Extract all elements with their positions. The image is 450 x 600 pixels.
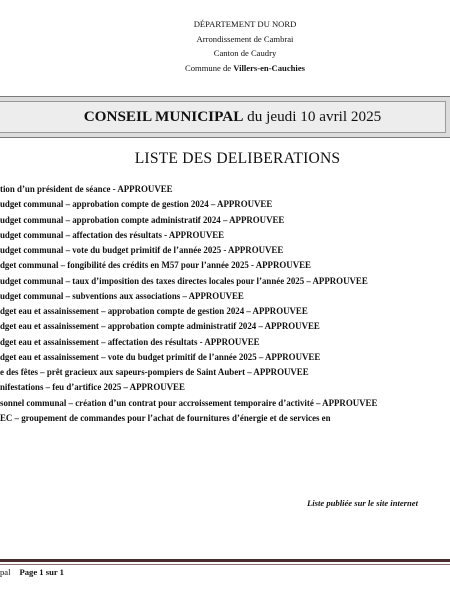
meeting-title-box (0, 96, 450, 138)
meeting-title (84, 108, 382, 126)
page-number: Page 1 sur 1 (19, 567, 64, 577)
publication-note: Liste publiée sur le site internet (307, 498, 419, 508)
meeting-title-inner (0, 101, 446, 133)
commune-line (140, 61, 350, 76)
deliberation-item: dget communal – fongibilité des crédits en M57 pour l’année 2025 - APPROUVEE (0, 260, 311, 271)
footer-divider-thin (0, 564, 450, 565)
meeting-title-date: du jeudi 10 avril 2025 (243, 108, 382, 125)
deliberation-item: dget eau et assainissement – approbation compte de gestion 2024 – APPROUVEE (0, 306, 308, 316)
canton-line: Canton de Caudry (213, 48, 277, 59)
deliberation-item: tion d’un président de séance - APPROUVEE (0, 184, 173, 194)
commune-name: Villers-en-Cauchies (233, 62, 305, 73)
deliberation-item: udget communal – taux d’imposition des taxes directes locales pour l’année 2025 – APPROUVEE (0, 275, 368, 286)
deliberation-item: udget communal – approbation compte de gestion 2024 – APPROUVEE (0, 199, 273, 210)
deliberation-item: e des fêtes – prêt gracieux aux sapeurs-pompiers de Saint Aubert – APPROUVEE (0, 367, 309, 377)
footer-left-fragment: pal (0, 567, 11, 577)
deliberation-item: udget communal – approbation compte administratif 2024 – APPROUVEE (0, 214, 285, 225)
deliberation-item: dget eau et assainissement – affectation des résultats - APPROUVEE (0, 336, 260, 347)
deliberation-item: udget communal – affectation des résultats - APPROUVEE (0, 229, 225, 240)
department-line: DÉPARTEMENT DU NORD (193, 19, 297, 29)
page-footer (0, 567, 64, 577)
deliberation-item: udget communal – vote du budget primitif de l’année 2025 - APPROUVEE (0, 245, 284, 255)
meeting-title-council: CONSEIL MUNICIPAL (83, 108, 244, 125)
commune-prefix: Commune de (185, 62, 234, 73)
deliberation-item: dget eau et assainissement – vote du budget primitif de l’année 2025 – APPROUVEE (0, 351, 321, 362)
arrondissement-line: Arrondissement de Cambrai (196, 33, 294, 44)
deliberation-item: sonnel communal – création d’un contrat pour accroissement temporaire d’activité – APPROUVEE (0, 397, 378, 408)
deliberation-item: udget communal – subventions aux associations – APPROUVEE (0, 290, 244, 301)
document-header (140, 17, 350, 75)
deliberation-item: dget eau et assainissement – approbation compte administratif 2024 – APPROUVEE (0, 321, 320, 332)
footer-divider (0, 559, 450, 562)
deliberation-list (0, 182, 450, 426)
list-title: LISTE DES DELIBERATIONS (134, 150, 341, 167)
deliberation-item: EC – groupement de commandes pour l’achat de fournitures d’énergie et de services en (0, 412, 331, 423)
deliberation-item: nifestations – feu d’artifice 2025 – APPROUVEE (0, 382, 185, 393)
